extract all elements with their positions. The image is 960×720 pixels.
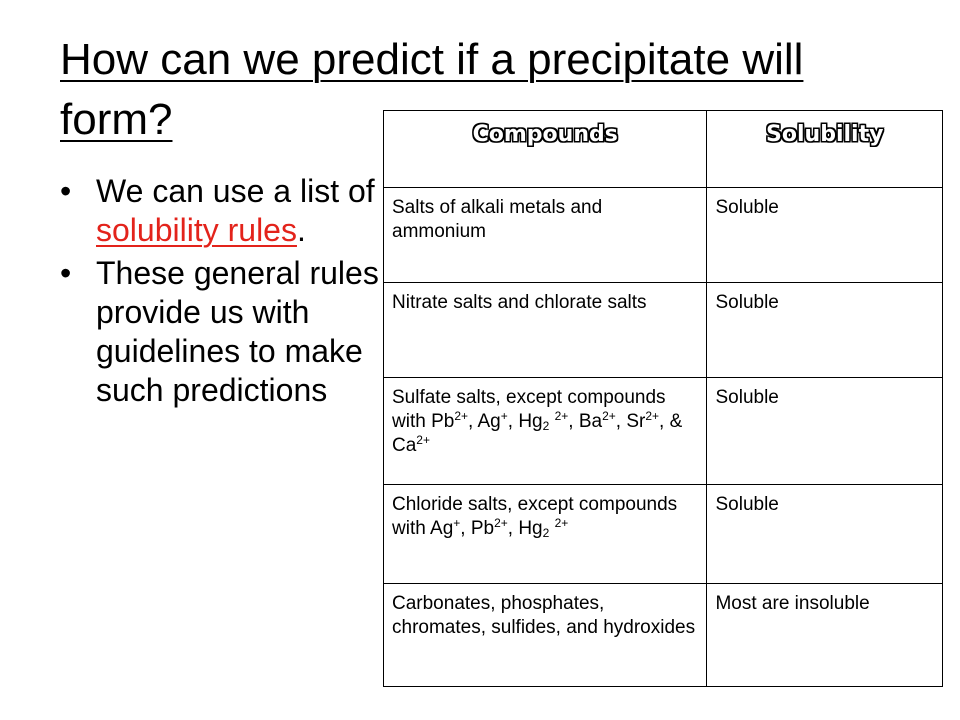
charge-sup: + [500,409,508,423]
table-row [384,584,943,687]
solubility-rules-link: solubility rules [96,212,297,248]
bullet-2-text: These general rules provide us with guidelines to make such predictions [96,255,379,408]
charge-sup: 2+ [554,409,569,423]
compound-text: , Pb [460,518,495,539]
compound-cell: Nitrate salts and chlorate salts [384,283,707,378]
compound-text: , Hg [507,518,543,539]
solubility-cell: Soluble [707,378,943,485]
compound-text: , & Ca [392,411,683,456]
header-solubility: Solubility [707,111,943,188]
solubility-rules-table [383,110,943,687]
count-sub: 2 [542,419,550,433]
header-compounds: Compounds [384,111,707,188]
charge-sup: 2+ [645,409,660,423]
compound-cell: Salts of alkali metals and ammonium [384,188,707,283]
bullet-list [60,172,380,414]
compound-text: , Ag [468,411,501,432]
compound-cell [384,378,707,485]
compound-text: , Sr [615,411,646,432]
charge-sup: 2+ [602,409,616,423]
solubility-cell: Soluble [707,283,943,378]
compound-text: Sulfate salts, except compounds with Pb [392,387,666,432]
bullet-1-period: . [296,212,306,248]
table-row [384,378,943,485]
solubility-cell: Soluble [707,188,943,283]
charge-sup: 2+ [494,516,508,530]
bullet-1-text: We can use a list of [96,173,375,209]
compound-cell [384,485,707,584]
solubility-cell: Most are insoluble [707,584,943,687]
compound-text: , Ba [568,411,603,432]
count-sub: 2 [542,526,550,540]
table-row [384,283,943,378]
compound-text: Chloride salts, except compounds with Ag [392,494,678,539]
compound-cell: Carbonates, phosphates, chromates, sulfides, and hydroxides [384,584,707,687]
slide-title: How can we predict if a precipitate will form? [60,35,804,144]
bullet-item-1 [60,172,380,250]
table-row [384,485,943,584]
solubility-cell: Soluble [707,485,943,584]
bullet-item-2 [60,254,380,410]
table-header-row [384,111,943,188]
compound-text: , Hg [507,411,543,432]
charge-sup: + [453,516,461,530]
charge-sup: 2+ [454,409,468,423]
table-row [384,188,943,283]
charge-sup: 2+ [416,433,430,447]
charge-sup: 2+ [554,516,569,530]
